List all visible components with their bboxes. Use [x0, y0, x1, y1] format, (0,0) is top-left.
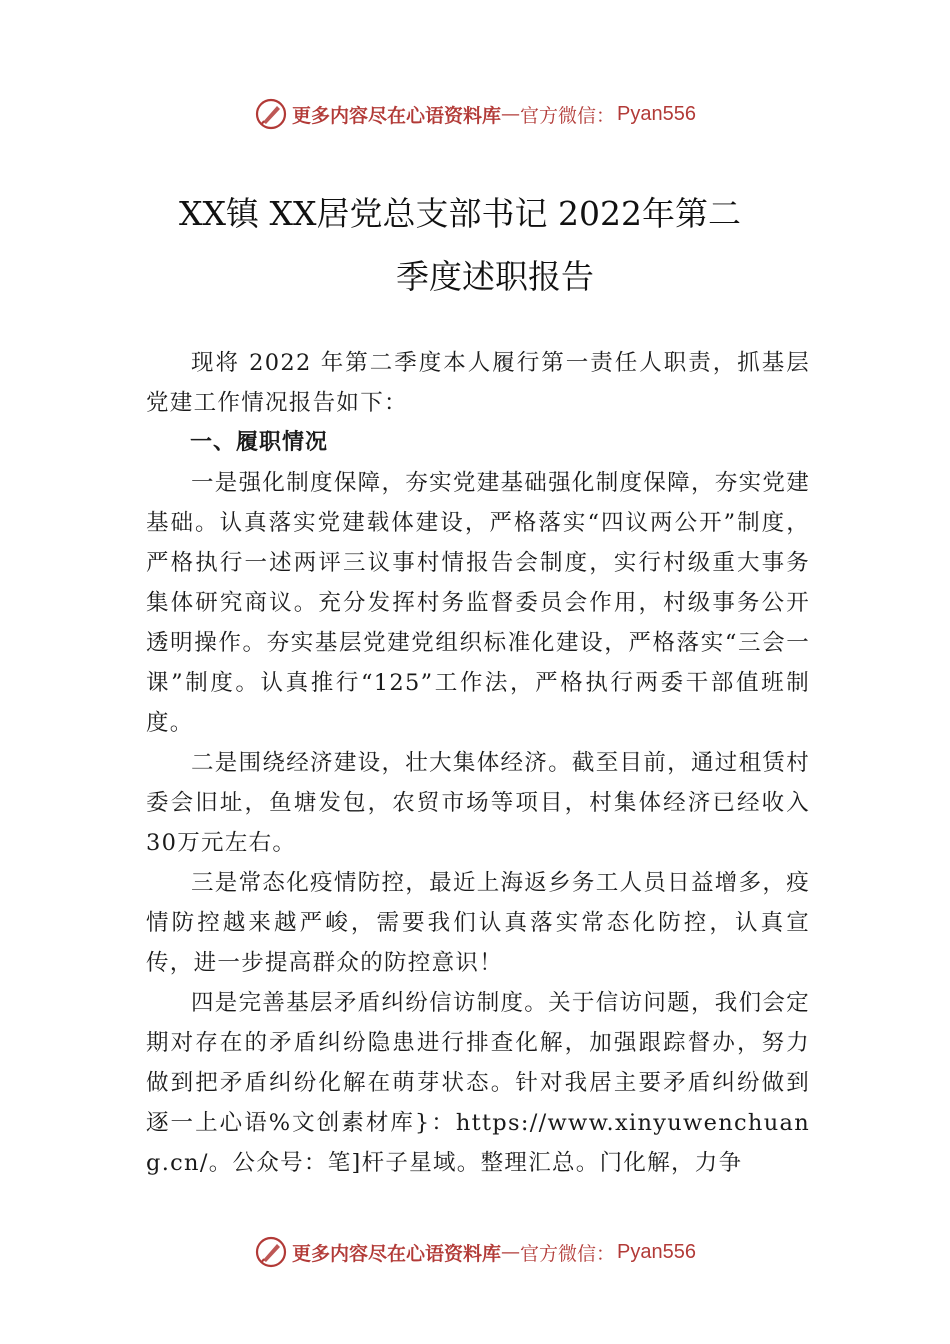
document-title-line1: XX镇 XX居党总支部书记 2022年第二 [179, 194, 741, 233]
banner-wechat-label: 官方微信： [520, 104, 616, 127]
banner-separator: — [501, 103, 521, 125]
body-paragraph-4: 四是完善基层矛盾纠纷信访制度。关于信访问题，我们会定期对存在的矛盾纠纷隐患进行排查化解，加强跟踪督办，努力做到把矛盾纠纷化解在萌芽状态。针对我居主要矛盾纠纷做到逐一上心语%文创素材库}：https://www.xinyuwenchuang.cn/。公众号：笔]杆子星域。整理汇总。门化解，力争 [146, 990, 810, 1176]
banner-separator: — [501, 1241, 521, 1263]
document-title-line2: 季度述职报告 [396, 257, 594, 296]
banner-brand: 更多内容尽在心语资料库 [292, 104, 502, 127]
quill-logo-icon [254, 1235, 288, 1269]
body-paragraph-1: 一是强化制度保障，夯实党建基础强化制度保障，夯实党建基础。认真落实党建载体建设，严格落实“四议两公开”制度，严格执行一述两评三议事村情报告会制度，实行村级重大事务集体研究商议。充分发挥村务监督委员会作用，村级事务公开透明操作。夯实基层党建党组织标准化建设，严格落实“三会一课”制度。认真推行“125”工作法，严格执行两委干部值班制度。 [146, 470, 810, 736]
banner-wechat-id: Pyan556 [617, 1240, 696, 1263]
header-banner [0, 94, 950, 134]
banner-brand: 更多内容尽在心语资料库 [292, 1242, 502, 1265]
banner-wechat-id: Pyan556 [617, 102, 696, 125]
body-paragraph-3: 三是常态化疫情防控，最近上海返乡务工人员日益增多，疫情防控越来越严峻，需要我们认真落实常态化防控，认真宣传，进一步提高群众的防控意识！ [146, 870, 810, 976]
document-body [146, 343, 810, 1183]
section-heading: 一、履职情况 [190, 430, 329, 455]
body-paragraph-2: 二是围绕经济建设，壮大集体经济。截至目前，通过租赁村委会旧址，鱼塘发包，农贸市场等项目，村集体经济已经收入 30万元左右。 [146, 750, 810, 856]
footer-banner [0, 1232, 950, 1272]
banner-wechat-label: 官方微信： [520, 1242, 616, 1265]
intro-paragraph: 现将 2022 年第二季度本人履行第一责任人职责，抓基层党建工作情况报告如下： [146, 350, 810, 416]
quill-logo-icon [254, 97, 288, 131]
